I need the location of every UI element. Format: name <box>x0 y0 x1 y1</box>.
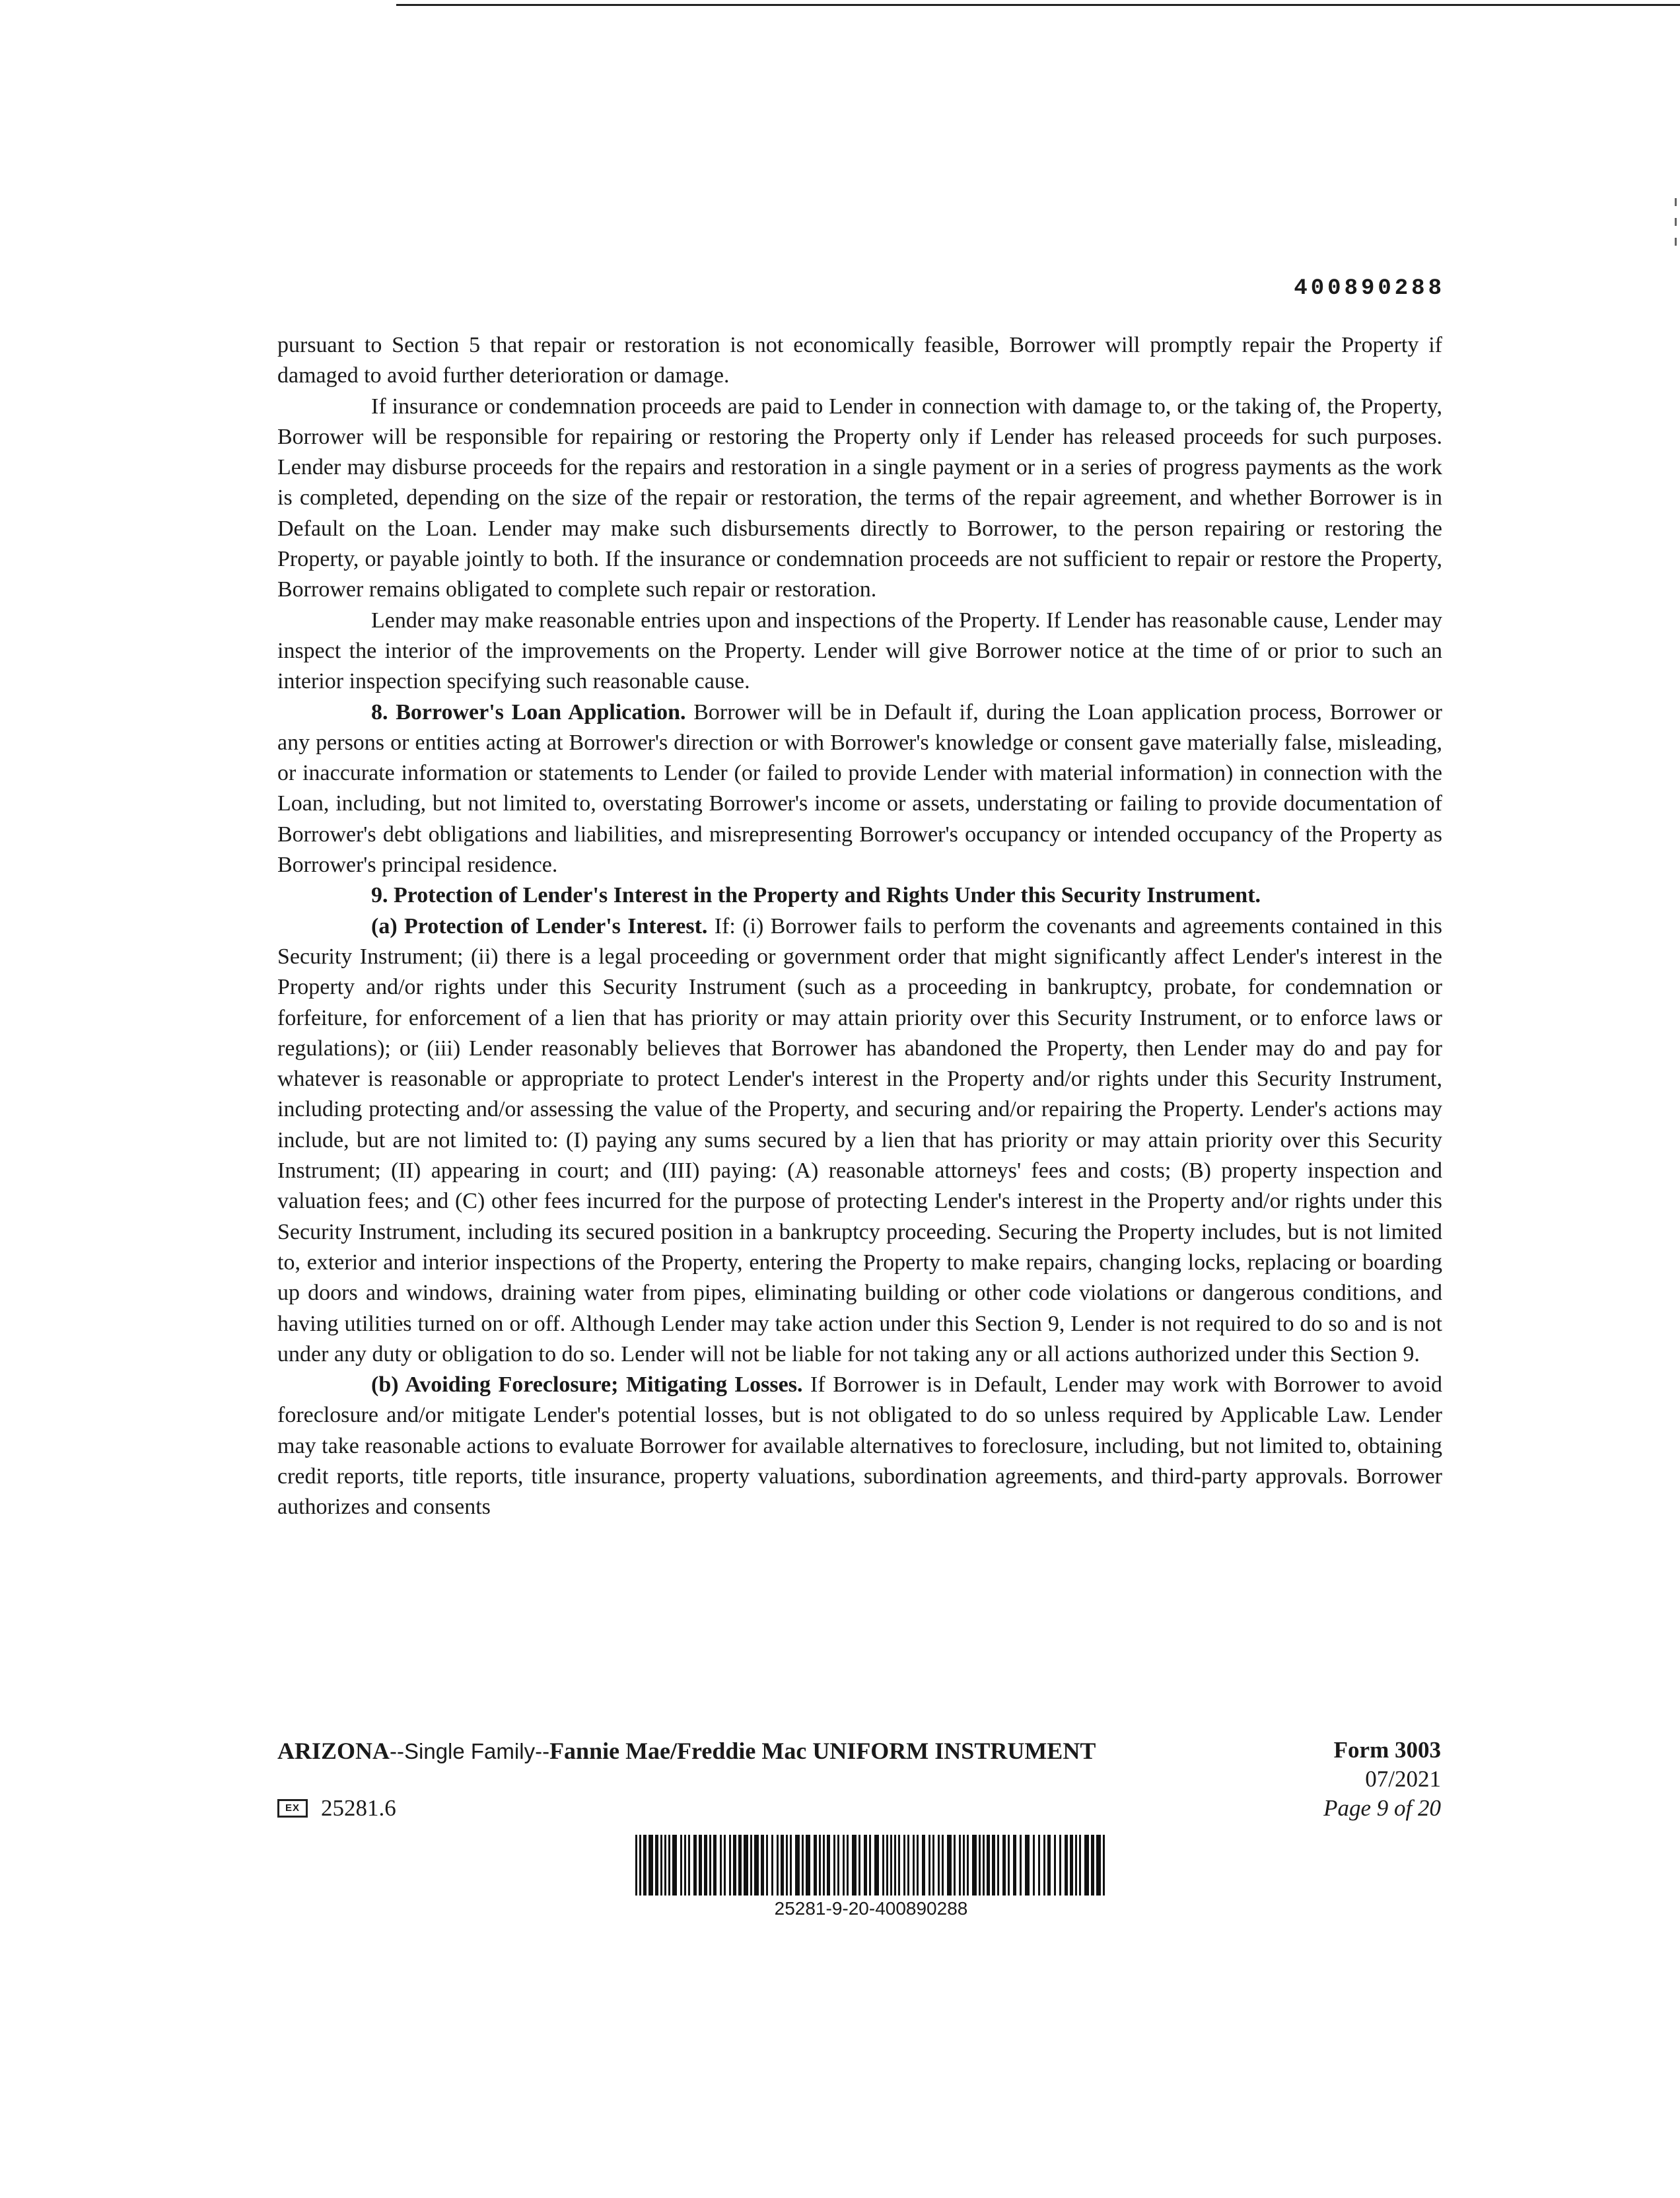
barcode-bar <box>858 1835 860 1896</box>
barcode-bar <box>874 1835 879 1896</box>
barcode-bar <box>886 1835 888 1896</box>
barcode-bar <box>928 1835 930 1896</box>
barcode-bar <box>827 1835 830 1896</box>
barcode-bar <box>1075 1835 1077 1896</box>
barcode-bar <box>1096 1835 1101 1896</box>
barcode-bar <box>894 1835 896 1896</box>
barcode-bar <box>720 1835 722 1896</box>
barcode-bar <box>819 1835 821 1896</box>
subsection-heading: (a) Protection of Lender's Interest. <box>371 913 708 939</box>
paragraph-inspections: Lender may make reasonable entries upon and inspections of the Property. If Lender has reasonable cause, Lender may inspect the interior of the improvements on the Property. Lender will give Borrower notice at the time of or prior to such an interior inspection specifying such reasonable cause. <box>277 608 1442 694</box>
barcode-bar <box>1079 1835 1081 1896</box>
barcode-bar <box>790 1835 792 1896</box>
section-9a-protection: (a) Protection of Lender's Interest. If: (i) Borrower fails to perform the covenants and agreements contained in this Security Instrument; (ii) there is a legal proceeding or government order that might significantly affect Lender's interest in the Property and/or rights under this Security Instrument (such as a proceeding in bankruptcy, probate, for condemnation or forfeiture, for enforcement of a lien that has priority or may attain priority over this Security Instrument, or to enforce laws or regulations); or (iii) Lender reasonably believes that Borrower has abandoned the Property, then Lender may do and pay for whatever is reasonable or appropriate to protect Lender's interest in the Property and/or rights under this Security Instrument, including protecting and/or assessing the value of the Property, and securing and/or repairing the Property. Lender's actions may include, but are not limited to: (I) paying any sums secured by a lien that has priority or may attain priority over this Security Instrument; (II) appearing in court; and (III) paying: (A) reasonable attorneys' fees and costs; (B) property inspection and valuation fees; and (C) other fees incurred for the purpose of protecting Lender's interest in the Property and/or rights under this Security Instrument, including its secured position in a bankruptcy proceeding. Securing the Property includes, but is not limited to, exterior and interior inspections of the Property, entering the Property to make repairs, changing locks, replacing or boarding up doors and windows, draining water from pipes, eliminating building or other code violations or dangerous conditions, and having utilities turned on or off. Although Lender may take action under this Section 9, Lender is not required to do so and is not under any duty or obligation to do so. Lender will not be liable for not taking any or all actions authorized under this Section 9. <box>277 913 1443 1366</box>
barcode-bar <box>1054 1835 1056 1896</box>
barcode-bar <box>643 1835 647 1896</box>
barcode-bar <box>932 1835 934 1896</box>
barcode-bar <box>672 1835 677 1896</box>
barcode-bar <box>992 1835 995 1896</box>
barcode-bar <box>724 1835 726 1896</box>
section-heading: 9. Protection of Lender's Interest in the Property and Rights Under this Security Instrument. <box>371 883 1261 908</box>
doc-code-number: 25281.6 <box>321 1795 396 1821</box>
barcode-bar <box>942 1835 944 1896</box>
barcode-bar <box>938 1835 940 1896</box>
barcode-bar <box>963 1835 965 1896</box>
barcode-bar <box>733 1835 736 1896</box>
barcode-bar <box>781 1835 784 1896</box>
barcode-bar <box>668 1835 670 1896</box>
barcode-bar <box>882 1835 884 1896</box>
barcode-bar <box>983 1835 985 1896</box>
barcode-bar <box>1002 1835 1006 1896</box>
barcode-bar <box>761 1835 764 1896</box>
barcode-bar <box>738 1835 742 1896</box>
barcode-bar <box>843 1835 845 1896</box>
barcode-bar <box>795 1835 800 1896</box>
barcode-bar <box>1103 1835 1105 1896</box>
barcode-bar <box>648 1835 653 1896</box>
barcode-bar <box>709 1835 711 1896</box>
barcode-bar <box>997 1835 999 1896</box>
form-name: Form 3003 <box>1333 1737 1441 1763</box>
barcode-bar <box>754 1835 759 1896</box>
barcode-bar <box>898 1835 900 1896</box>
barcode-bar <box>1033 1835 1035 1896</box>
document-code <box>277 1795 396 1822</box>
barcode-bar <box>954 1835 956 1896</box>
barcode-bar <box>1020 1835 1022 1896</box>
barcode-bar <box>806 1835 810 1896</box>
barcode-bar <box>922 1835 925 1896</box>
barcode-bar <box>972 1835 977 1896</box>
barcode-bar <box>786 1835 788 1896</box>
barcode-bar <box>1065 1835 1068 1896</box>
section-9-heading <box>277 880 1442 911</box>
barcode-bar <box>713 1835 717 1896</box>
barcode-bar <box>1008 1835 1010 1896</box>
barcode-bar <box>639 1835 641 1896</box>
barcode-bar <box>680 1835 682 1896</box>
barcode-bar <box>979 1835 981 1896</box>
barcode-bar <box>766 1835 768 1896</box>
barcode-bar <box>660 1835 662 1896</box>
barcode-bar <box>729 1835 731 1896</box>
barcode-bar <box>1043 1835 1045 1896</box>
scan-edge-line <box>396 4 1680 6</box>
barcode-bar <box>823 1835 825 1896</box>
barcode-bar <box>771 1835 773 1896</box>
barcode-bar <box>664 1835 666 1896</box>
barcode-bar <box>750 1835 752 1896</box>
barcode-bar <box>947 1835 952 1896</box>
barcode-bar <box>907 1835 909 1896</box>
section-9b-avoiding-foreclosure: (b) Avoiding Foreclosure; Mitigating Losses. If Borrower is in Default, Lender may work with Borrower to avoid foreclosure and/or mitigate Lender's potential losses, but is not obligated to do so unless required by Applicable Law. Lender may take reasonable actions to evaluate Borrower for available alternatives to foreclosure, including, but not limited to, obtaining credit reports, title reports, title insurance, property valuations, subordination agreements, and third-party approvals. Borrower authorizes and consents <box>277 1372 1442 1520</box>
barcode-bar <box>777 1835 779 1896</box>
section-8-loan-application: 8. Borrower's Loan Application. Borrower will be in Default if, during the Loan application process, Borrower or any persons or entities acting at Borrower's direction or with Borrower's knowledge or consent gave materially false, misleading, or inaccurate information or statements to Lender (or failed to provide Lender with material information) in connection with the Loan, including, but not limited to, overstating Borrower's income or assets, understating or failing to provide documentation of Borrower's debt obligations and liabilities, and misrepresenting Borrower's occupancy or intended occupancy of the Property as Borrower's principal residence. <box>277 699 1442 878</box>
footer-instrument-title: ARIZONA--Single Family--Fannie Mae/Freddie Mac UNIFORM INSTRUMENT <box>277 1738 1096 1764</box>
barcode-bar <box>688 1835 690 1896</box>
barcode-bar <box>704 1835 707 1896</box>
barcode-bar <box>1091 1835 1094 1896</box>
barcode-bar <box>1070 1835 1073 1896</box>
barcode-bar <box>814 1835 817 1896</box>
barcode-bar <box>837 1835 839 1896</box>
barcode-bar <box>744 1835 748 1896</box>
barcode-bar <box>890 1835 892 1896</box>
form-date: 07/2021 <box>1365 1766 1441 1792</box>
barcode <box>635 1835 1107 1896</box>
barcode-bar <box>917 1835 919 1896</box>
loan-number: 400890288 <box>1294 276 1445 301</box>
barcode-bar <box>1013 1835 1016 1896</box>
subsection-heading: (b) Avoiding Foreclosure; Mitigating Losses. <box>371 1372 803 1398</box>
barcode-bar <box>693 1835 697 1896</box>
barcode-bar <box>1047 1835 1051 1896</box>
barcode-bar <box>1084 1835 1089 1896</box>
barcode-bar <box>1038 1835 1040 1896</box>
barcode-bar <box>959 1835 961 1896</box>
barcode-bar <box>1025 1835 1030 1896</box>
barcode-bar <box>635 1835 637 1896</box>
paragraph-continuation: pursuant to Section 5 that repair or restoration is not economically feasible, Borrower will promptly repair the Property if damaged to avoid further deterioration or damage. <box>277 333 1442 388</box>
barcode-bar <box>655 1835 658 1896</box>
barcode-bar <box>987 1835 990 1896</box>
barcode-bar <box>869 1835 871 1896</box>
section-heading: 8. Borrower's Loan Application. <box>371 699 686 725</box>
scan-artifact <box>1675 218 1677 226</box>
scan-artifact <box>1675 238 1677 246</box>
barcode-bar <box>847 1835 849 1896</box>
ellie-mae-logo-icon: EX <box>277 1799 308 1818</box>
document-body <box>277 330 1442 1523</box>
form-info <box>1323 1736 1441 1823</box>
barcode-bar <box>699 1835 702 1896</box>
barcode-bar <box>903 1835 905 1896</box>
barcode-bar <box>967 1835 969 1896</box>
barcode-bar <box>833 1835 835 1896</box>
scan-artifact <box>1675 198 1677 206</box>
barcode-bar <box>684 1835 686 1896</box>
barcode-bar <box>802 1835 804 1896</box>
barcode-bar <box>864 1835 867 1896</box>
paragraph-insurance-proceeds: If insurance or condemnation proceeds are paid to Lender in connection with damage to, or the taking of, the Property, Borrower will be responsible for repairing or restoring the Property only if Lender has released proceeds for such purposes. Lender may disburse proceeds for the repairs and restoration in a single payment or in a series of progress payments as the work is completed, depending on the size of the repair or restoration, the terms of the repair agreement, and whether Borrower is in Default on the Loan. Lender may make such disbursements directly to Borrower, to the person repairing or restoring the Property, or payable jointly to both. If the insurance or condemnation proceeds are not sufficient to repair or restore the Property, Borrower remains obligated to complete such repair or restoration. <box>277 394 1442 602</box>
barcode-label: 25281-9-20-400890288 <box>774 1898 968 1919</box>
barcode-bar <box>1059 1835 1061 1896</box>
barcode-bar <box>913 1835 915 1896</box>
barcode-bar <box>852 1835 857 1896</box>
page-number: Page 9 of 20 <box>1323 1795 1441 1821</box>
